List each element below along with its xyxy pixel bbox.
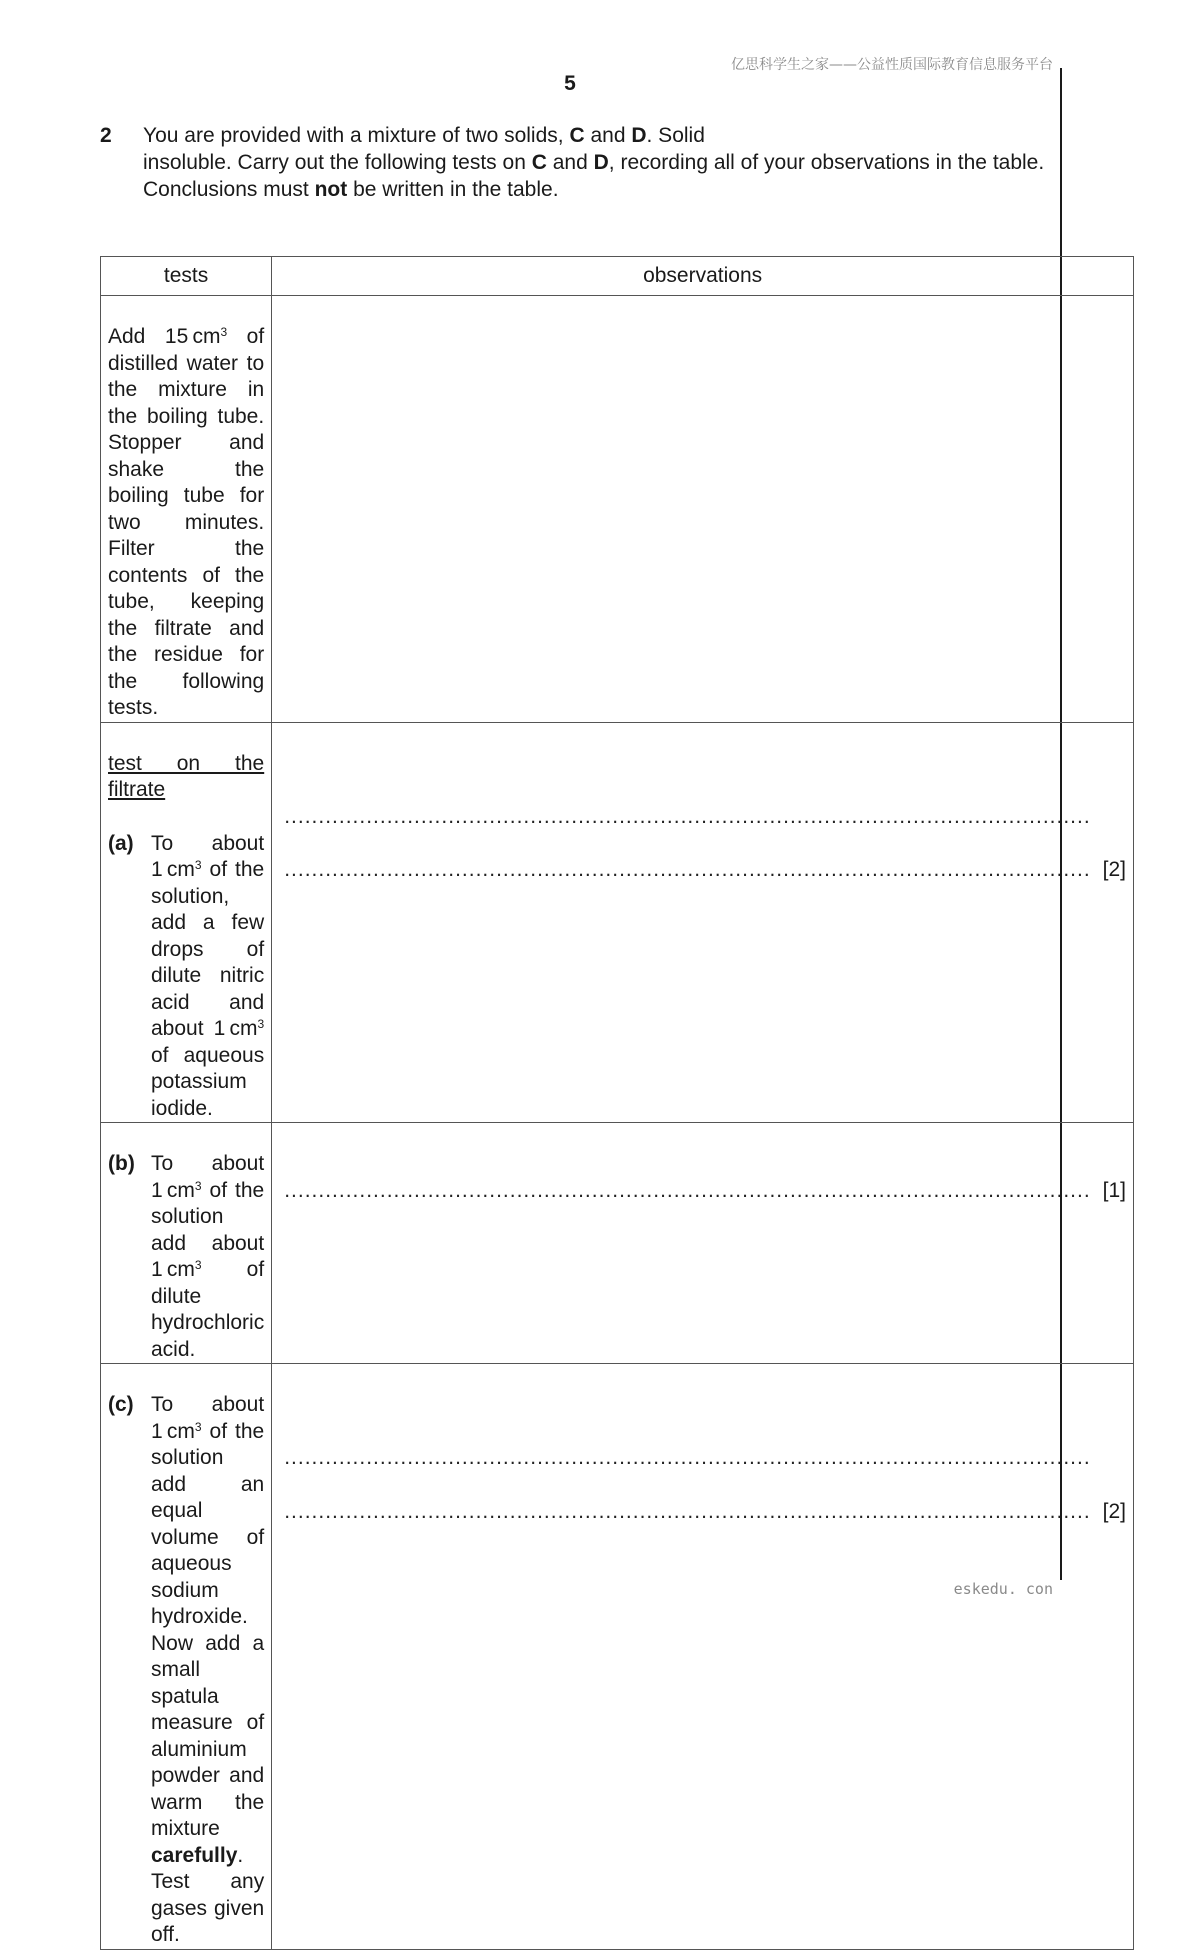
test-text: To about 1 cm xyxy=(151,1152,265,1202)
table-row xyxy=(101,722,1134,1123)
test-text: of the solution add about 1 cm xyxy=(151,1178,265,1281)
column-header-observations: observations xyxy=(272,257,1134,296)
carefully-emphasis: carefully xyxy=(151,1843,238,1867)
test-text: To about 1 cm xyxy=(151,831,265,881)
table-header-row xyxy=(101,257,1134,296)
answer-line[interactable] xyxy=(272,1445,1133,1472)
mark-allocation: [1] xyxy=(1102,1179,1127,1202)
subquestion-a xyxy=(108,831,264,1123)
subquestion-label: (a) xyxy=(108,831,134,855)
subquestion-b xyxy=(108,1151,264,1363)
header-watermark: 亿思科学生之家——公益性质国际教育信息服务平台 xyxy=(731,57,1053,73)
solid-c: C xyxy=(569,124,585,147)
answer-dots: ...................................................................................................................... xyxy=(284,1499,1091,1523)
superscript: 3 xyxy=(220,325,228,339)
test-cell xyxy=(101,722,272,1123)
superscript: 3 xyxy=(194,1178,202,1193)
question-2 xyxy=(100,122,1045,203)
observation-cell[interactable] xyxy=(272,1123,1134,1364)
observation-cell[interactable] xyxy=(272,1364,1134,1950)
subquestion-label: (c) xyxy=(108,1393,134,1416)
table-row xyxy=(101,296,1134,723)
question-number: 2 xyxy=(100,124,112,147)
subquestion-c xyxy=(108,1392,264,1949)
footer-watermark: eskedu. con xyxy=(953,1580,1053,1598)
solid-d: D xyxy=(593,151,609,174)
line2-text-end: , recording all of your observations in the table. xyxy=(608,151,1045,174)
instruction-line-1 xyxy=(143,122,1045,149)
line2-text: insoluble. Carry out the following tests on xyxy=(143,151,532,174)
test-text: Add 15 cm xyxy=(108,325,221,348)
answer-line[interactable] xyxy=(272,857,1133,884)
test-text: of the solution add an equal volume of aqueous sodium hydroxide. Now add a small spatula measure of aluminium powder and warm the mixture xyxy=(151,1419,265,1840)
and-text: and xyxy=(546,151,594,174)
superscript: 3 xyxy=(257,1017,265,1031)
subquestion-text xyxy=(151,1392,264,1949)
and-text: and xyxy=(584,124,632,147)
answer-dots: ...................................................................................................................... xyxy=(284,1179,1091,1202)
conclusions-text-end: be written in the table. xyxy=(347,178,559,201)
mark-allocation: [2] xyxy=(1102,1499,1127,1523)
tests-observations-table xyxy=(100,256,1134,1950)
test-text: of the solution, add a few drops of dilute nitric acid and about 1 cm xyxy=(151,858,265,1040)
observation-cell[interactable] xyxy=(272,296,1134,723)
instruction-line-3 xyxy=(143,176,1045,203)
test-cell xyxy=(101,296,272,723)
superscript: 3 xyxy=(194,1419,202,1434)
superscript: 3 xyxy=(194,858,202,872)
answer-dots: ...................................................................................................................... xyxy=(284,1446,1091,1469)
intro-text-end: . Solid xyxy=(646,124,705,147)
test-text: of aqueous potassium iodide. xyxy=(151,1043,265,1120)
subquestion-text xyxy=(151,1151,264,1363)
test-text: of dilute hydrochloric acid. xyxy=(151,1258,265,1361)
answer-line[interactable] xyxy=(272,1499,1133,1526)
test-text: of distilled water to the mixture in the boiling tube. Stopper and shake the boiling tube for two minutes. Filter the contents of the tube, keeping the filtrate and the residue for the following tests. xyxy=(108,325,265,719)
intro-text: You are provided with a mixture of two solids, xyxy=(143,124,570,147)
mark-allocation: [2] xyxy=(1102,858,1127,881)
column-header-tests: tests xyxy=(101,257,272,296)
test-description xyxy=(101,296,271,722)
solid-c: C xyxy=(531,151,547,174)
subquestion-text xyxy=(151,831,264,1123)
test-cell xyxy=(101,1364,272,1950)
solid-d: D xyxy=(631,124,647,147)
table-row xyxy=(101,1364,1134,1950)
answer-line[interactable] xyxy=(272,804,1133,831)
test-text: . Test any gases given off. xyxy=(151,1843,265,1946)
not-emphasis: not xyxy=(314,178,348,201)
table-row xyxy=(101,1123,1134,1364)
answer-dots: ...................................................................................................................... xyxy=(284,858,1091,881)
subquestion-label: (b) xyxy=(108,1152,135,1175)
test-text: To about 1 cm xyxy=(151,1393,265,1443)
question-instructions xyxy=(143,122,1045,203)
answer-line[interactable] xyxy=(272,1178,1133,1205)
observation-cell[interactable] xyxy=(272,722,1134,1123)
filtrate-heading: test on the filtrate xyxy=(108,751,265,801)
superscript: 3 xyxy=(194,1258,202,1272)
test-cell xyxy=(101,1123,272,1364)
conclusions-text: Conclusions must xyxy=(143,178,315,201)
page-number: 5 xyxy=(564,72,576,95)
instruction-line-2 xyxy=(143,149,1045,176)
answer-dots: ...................................................................................................................... xyxy=(284,804,1091,828)
